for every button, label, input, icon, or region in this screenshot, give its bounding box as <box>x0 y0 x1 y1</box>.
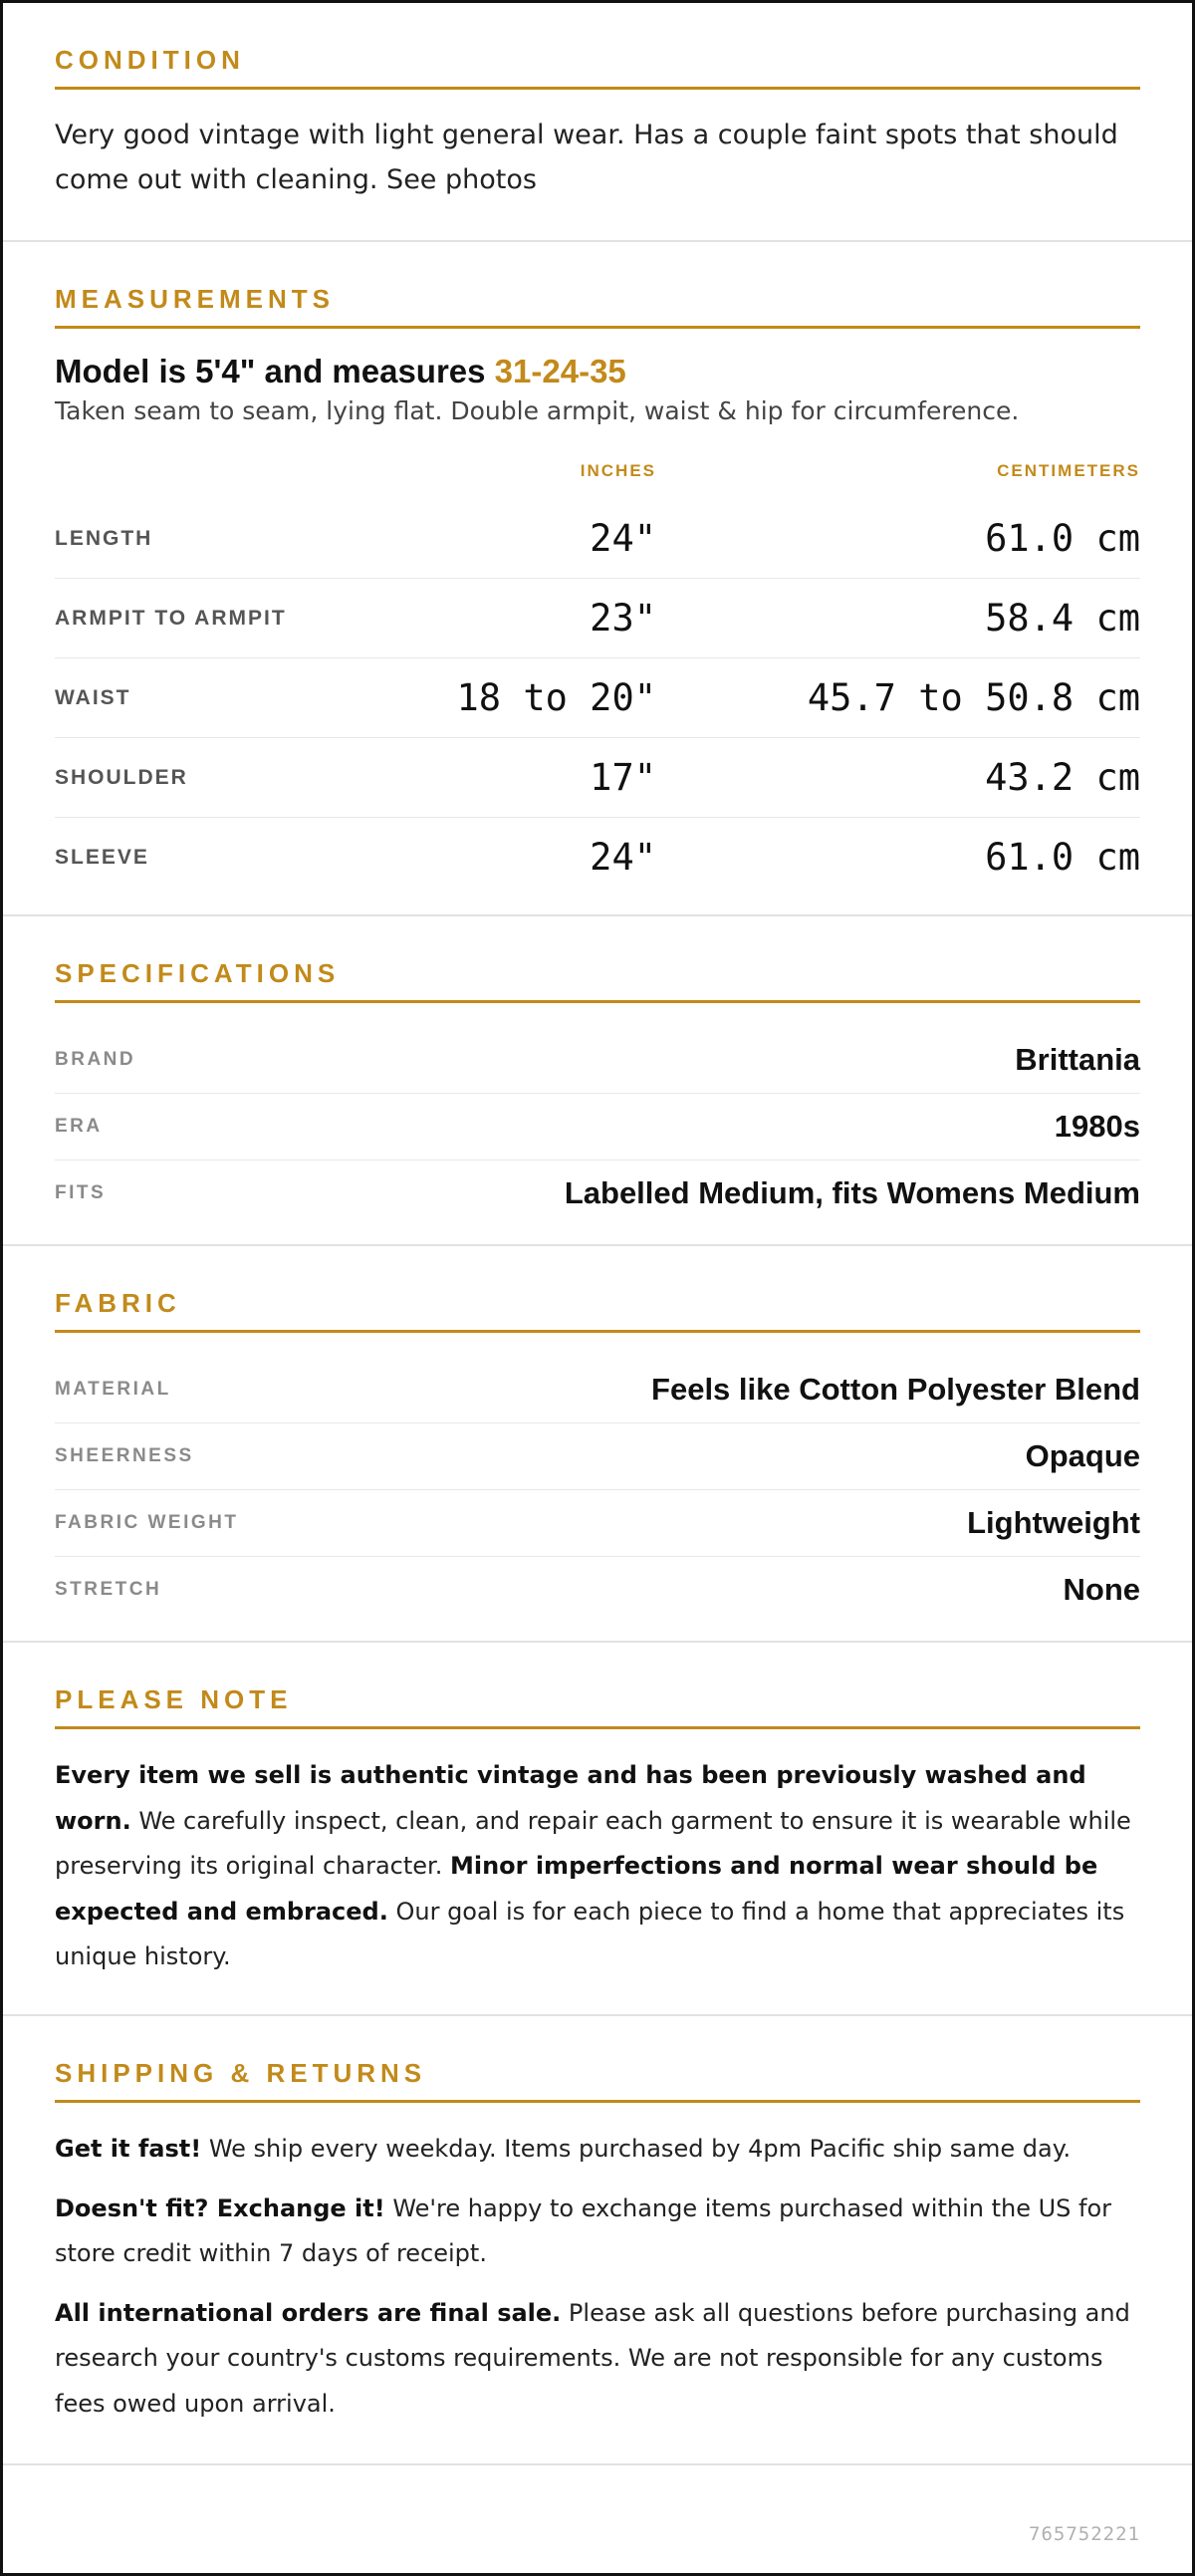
specifications-section <box>3 916 1192 1246</box>
spec-row-brand <box>55 1027 1140 1094</box>
shipping-international-bold: All international orders are final sale. <box>55 2298 562 2327</box>
shipping-exchange-paragraph <box>55 2187 1140 2277</box>
please-note-section <box>3 1643 1192 2016</box>
note-bold-authentic: Every item we sell is authentic vintage and has been previously washed and worn. <box>55 1761 1086 1835</box>
note-text-goal: Our goal is for each piece to find a home that appreciates its unique history. <box>55 1897 1125 1971</box>
spec-value: Labelled Medium, fits Womens Medium <box>564 1175 1140 1211</box>
model-measurements <box>55 353 1140 390</box>
measurement-label: LENGTH <box>55 526 153 550</box>
shipping-returns-heading: SHIPPING & RETURNS <box>55 2060 1140 2103</box>
shipping-fast-bold: Get it fast! <box>55 2135 202 2164</box>
measurements-heading: MEASUREMENTS <box>55 286 1140 329</box>
shipping-exchange-text: We're happy to exchange items purchased within the US for store credit within 7 days of receipt. <box>55 2193 1112 2268</box>
specifications-heading: SPECIFICATIONS <box>55 960 1140 1003</box>
measurement-inches: 18 to 20" <box>456 676 656 720</box>
measurement-row <box>55 658 1140 738</box>
spec-value: 1980s <box>1054 1109 1140 1145</box>
measurements-column-headers <box>55 461 1140 499</box>
spec-label: BRAND <box>55 1049 136 1071</box>
measurement-inches: 23" <box>590 597 656 641</box>
fabric-section <box>3 1246 1192 1643</box>
fabric-row-weight <box>55 1490 1140 1557</box>
measurement-inches: 17" <box>590 756 656 800</box>
condition-heading: CONDITION <box>55 47 1140 90</box>
measurements-table <box>55 499 1140 897</box>
measurement-inches: 24" <box>590 836 656 880</box>
shipping-exchange-bold: Doesn't fit? Exchange it! <box>55 2193 385 2222</box>
spec-value: Opaque <box>1025 1438 1140 1474</box>
spec-label: STRETCH <box>55 1579 162 1601</box>
fabric-row-material <box>55 1357 1140 1423</box>
spec-label: FABRIC WEIGHT <box>55 1512 239 1534</box>
measurement-cm: 58.4 cm <box>985 597 1140 641</box>
spec-value: Brittania <box>1015 1042 1140 1078</box>
shipping-returns-section <box>3 2016 1192 2465</box>
shipping-international-text: Please ask all questions before purchasing and research your country's customs requirements. We are not responsible for any customs fees owed upon arrival. <box>55 2298 1130 2419</box>
spec-label: SHEERNESS <box>55 1445 194 1467</box>
measurement-label: ARMPIT TO ARMPIT <box>55 606 287 630</box>
measurement-row <box>55 818 1140 897</box>
measurement-row <box>55 499 1140 579</box>
measurement-label: SHOULDER <box>55 765 188 789</box>
item-id: 765752221 <box>1029 2523 1140 2545</box>
spec-label: MATERIAL <box>55 1379 171 1401</box>
measurement-row <box>55 738 1140 818</box>
spec-value: Feels like Cotton Polyester Blend <box>651 1372 1140 1408</box>
please-note-text <box>55 1753 1140 1980</box>
spec-row-era <box>55 1094 1140 1160</box>
note-text-inspect: We carefully inspect, clean, and repair each garment to ensure it is wearable while preserving its original character. <box>55 1806 1131 1881</box>
measurement-label: WAIST <box>55 685 131 709</box>
measurements-section <box>3 242 1192 916</box>
measurement-cm: 45.7 to 50.8 cm <box>807 676 1140 720</box>
spec-value: Lightweight <box>967 1505 1140 1541</box>
please-note-heading: PLEASE NOTE <box>55 1686 1140 1729</box>
shipping-fast-text: We ship every weekday. Items purchased by 4pm Pacific ship same day. <box>201 2135 1072 2164</box>
condition-text: Very good vintage with light general wear. Has a couple faint spots that should come out with cleaning. See photos <box>55 120 1118 195</box>
spec-row-fits <box>55 1160 1140 1226</box>
measurement-cm: 61.0 cm <box>985 517 1140 561</box>
shipping-fast-paragraph <box>55 2127 1140 2173</box>
centimeters-column-header: CENTIMETERS <box>997 461 1140 481</box>
model-numbers: 31-24-35 <box>494 353 626 390</box>
note-bold-imperfections: Minor imperfections and normal wear should be expected and embraced. <box>55 1852 1098 1926</box>
measurements-subtitle: Taken seam to seam, lying flat. Double armpit, waist & hip for circumference. <box>55 396 1020 426</box>
measurement-label: SLEEVE <box>55 845 149 869</box>
shipping-international-paragraph <box>55 2291 1140 2428</box>
spec-value: None <box>1063 1572 1140 1608</box>
measurement-cm: 61.0 cm <box>985 836 1140 880</box>
measurement-cm: 43.2 cm <box>985 756 1140 800</box>
measurement-row <box>55 579 1140 658</box>
condition-section <box>3 3 1192 242</box>
fabric-heading: FABRIC <box>55 1290 1140 1333</box>
measurement-inches: 24" <box>590 517 656 561</box>
spec-label: ERA <box>55 1116 103 1138</box>
inches-column-header: INCHES <box>580 461 656 481</box>
fabric-row-stretch <box>55 1557 1140 1623</box>
fabric-row-sheerness <box>55 1423 1140 1490</box>
model-prefix: Model is 5'4" and measures <box>55 353 495 390</box>
spec-label: FITS <box>55 1182 107 1204</box>
